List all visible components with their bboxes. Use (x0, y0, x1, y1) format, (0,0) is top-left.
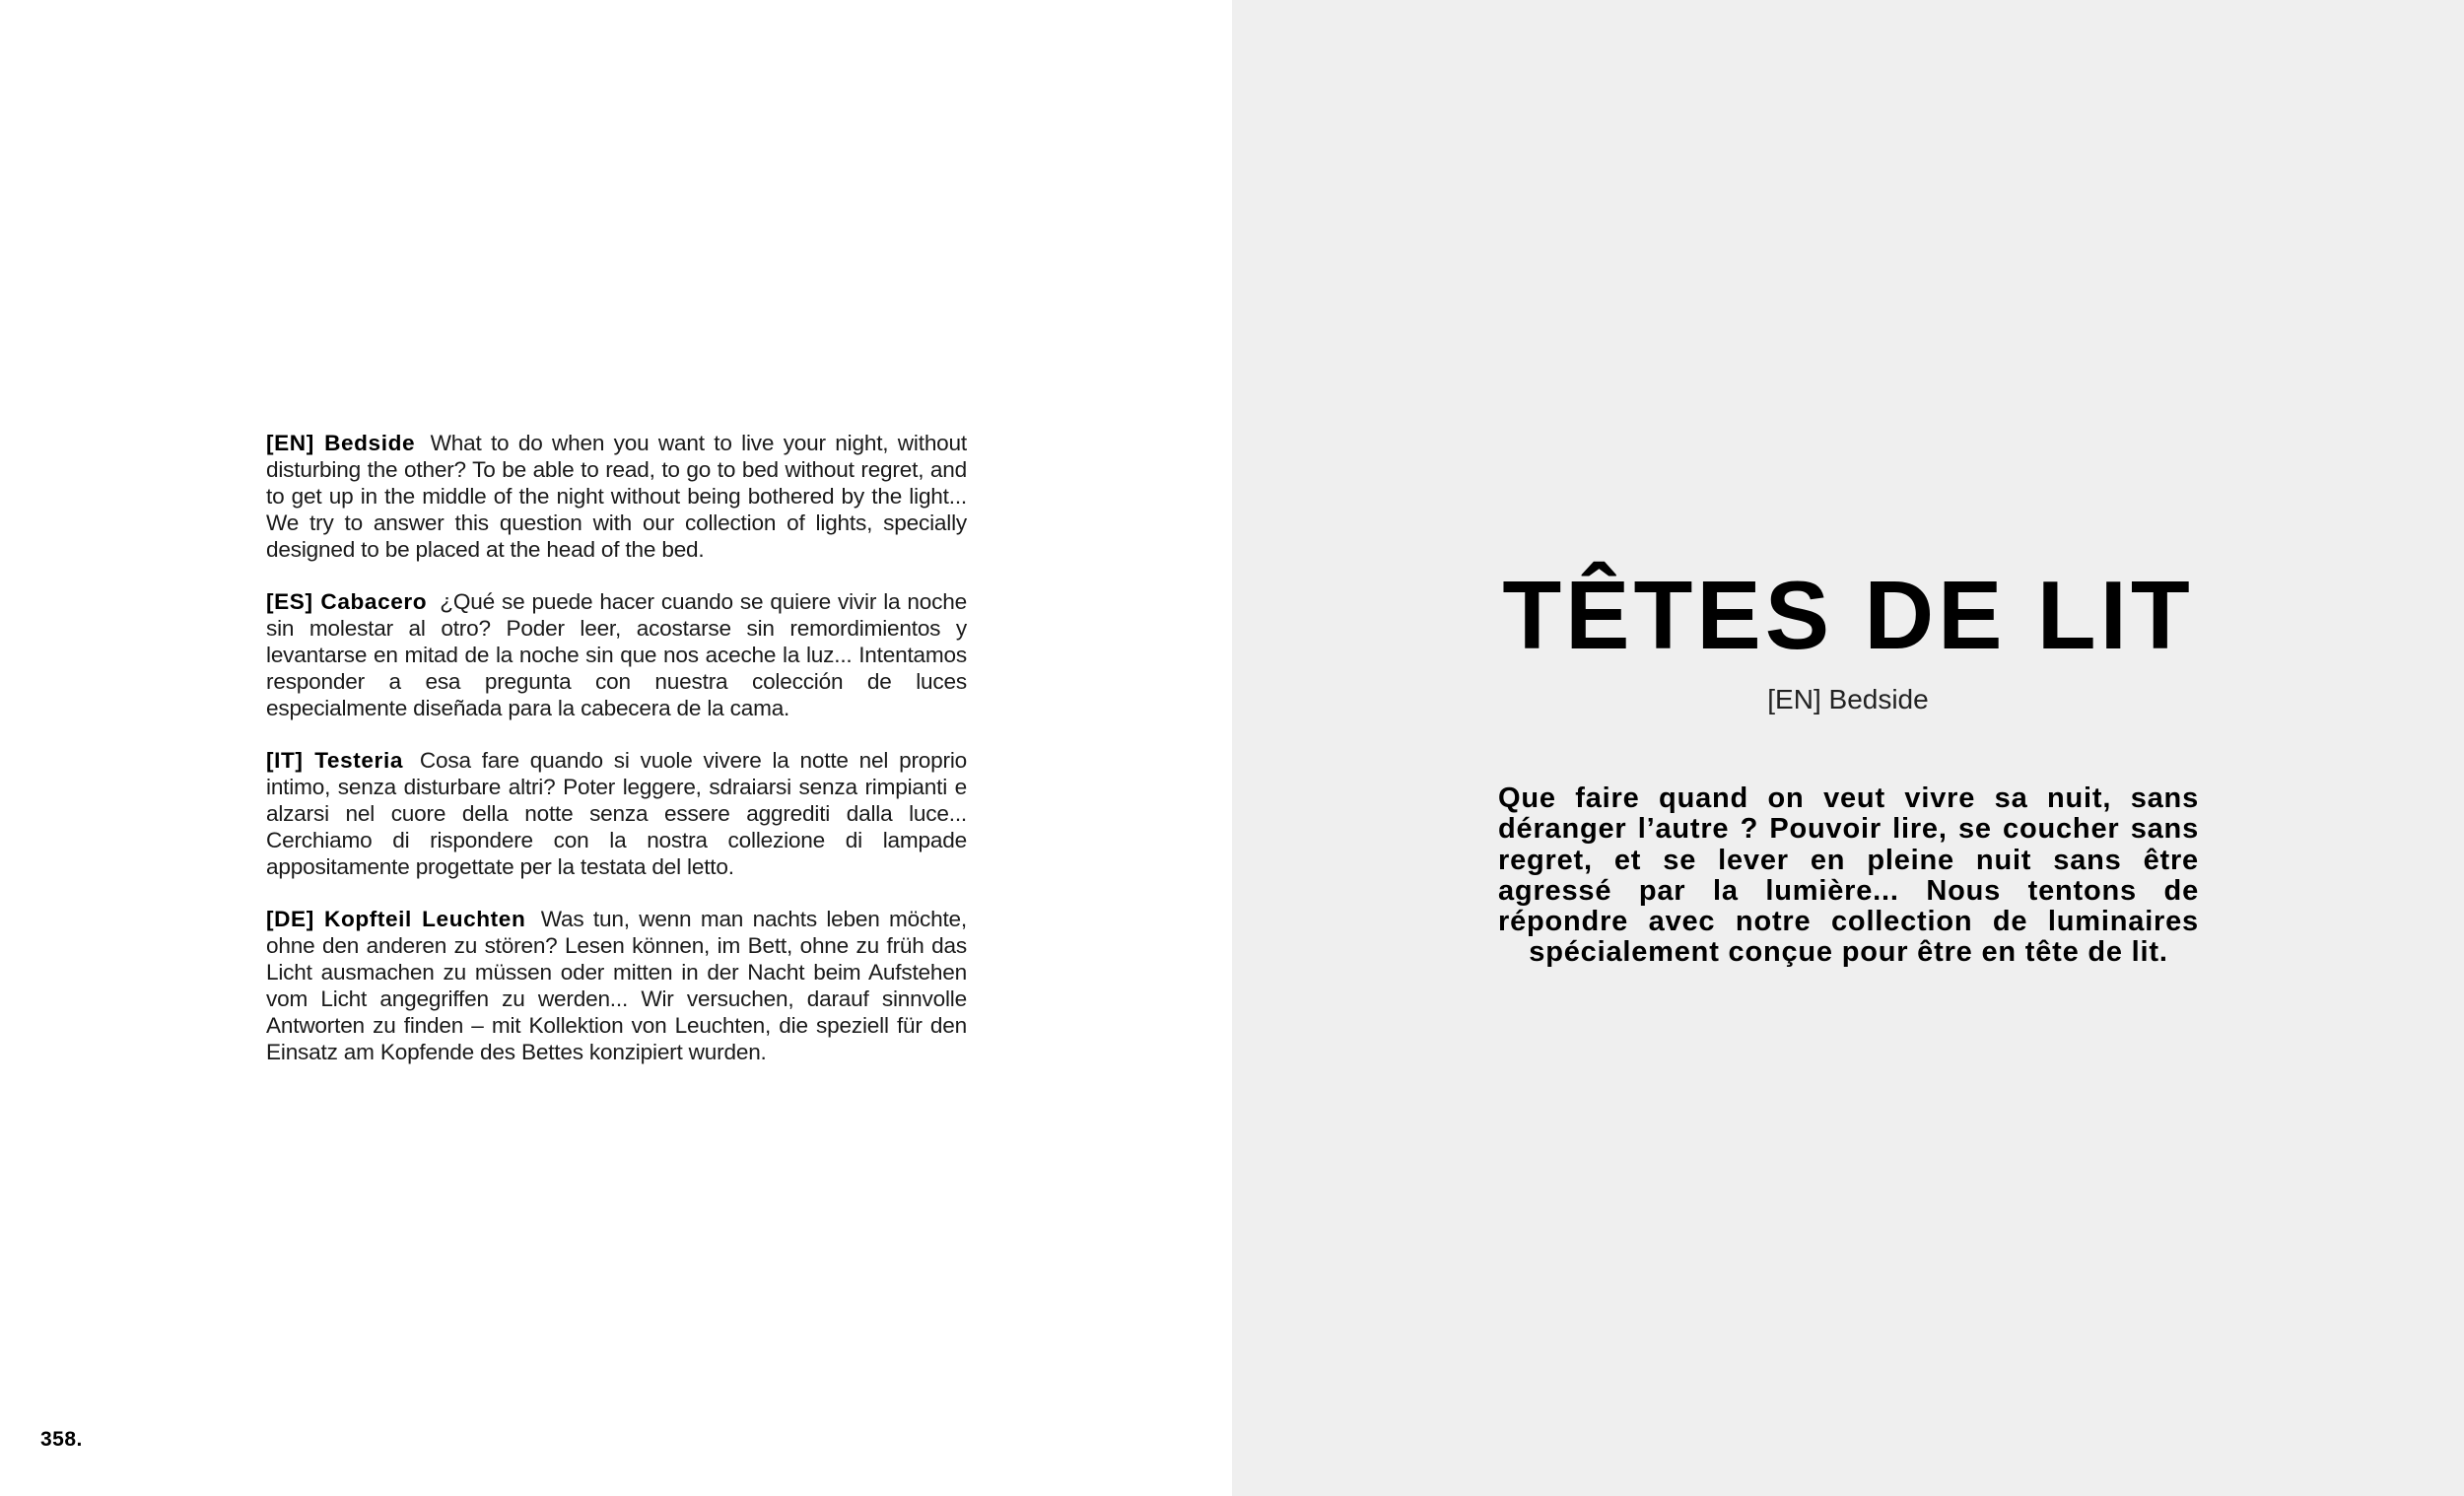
intro-label-it: [IT] Testeria (266, 748, 403, 773)
section-title: TÊTES DE LIT (1502, 561, 2194, 669)
intro-paragraph-en (266, 430, 967, 563)
intro-paragraph-es (266, 588, 967, 721)
intro-text-de: Was tun, wenn man nachts leben möchte, ohne den anderen zu stören? Lesen können, im Bett, ohne zu früh das Licht ausmachen zu müssen oder mitten in der Nacht beim Aufstehen vom Licht angegriffen zu werden... Wir versuchen, darauf sinnvolle Antworten zu finden – mit Kollektion von Leuchten, die speziell für den Einsatz am Kopfende des Bettes konzipiert wurden. (266, 907, 967, 1064)
page-number: 358. (40, 1428, 83, 1451)
right-page (1232, 0, 2464, 1496)
multilingual-intro (266, 430, 967, 1091)
intro-label-es: [ES] Cabacero (266, 589, 428, 614)
intro-label-de: [DE] Kopfteil Leuchten (266, 907, 526, 931)
intro-paragraph-it (266, 747, 967, 880)
intro-text-en: What to do when you want to live your night, without disturbing the other? To be able to read, to go to bed without regret, and to get up in the middle of the night without being bothered by the light... We try to answer this question with our collection of lights, specially designed to be placed at the head of the bed. (266, 431, 967, 562)
section-subtitle: [EN] Bedside (1767, 684, 1929, 714)
intro-label-en: [EN] Bedside (266, 431, 416, 455)
intro-text-it: Cosa fare quando si vuole vivere la notte nel proprio intimo, senza disturbare altri? Poter leggere, sdraiarsi senza rimpianti e alzarsi nel cuore della notte senza essere aggrediti dalla luce... Cerchiamo di rispondere con la nostra collezione di lampade appositamente progettate per la testata del letto. (266, 748, 968, 879)
intro-text-es: ¿Qué se puede hacer cuando se quiere vivir la noche sin molestar al otro? Poder leer, acostarse sin remordimientos y levantarse en mitad de la noche sin que nos aceche la luz... Intentamos responder a esa pregunta con nuestra colección de luces especialmente diseñada para la cabecera de la cama. (266, 589, 967, 720)
section-description-fr: Que faire quand on veut vivre sa nuit, sans déranger l’autre ? Pouvoir lire, se coucher sans regret, et se lever en pleine nuit sans être agressé par la lumière... Nous tentons de répondre avec notre collection de luminaires spécialement conçue pour être en tête de lit. (1498, 782, 2199, 969)
intro-paragraph-de (266, 906, 967, 1065)
